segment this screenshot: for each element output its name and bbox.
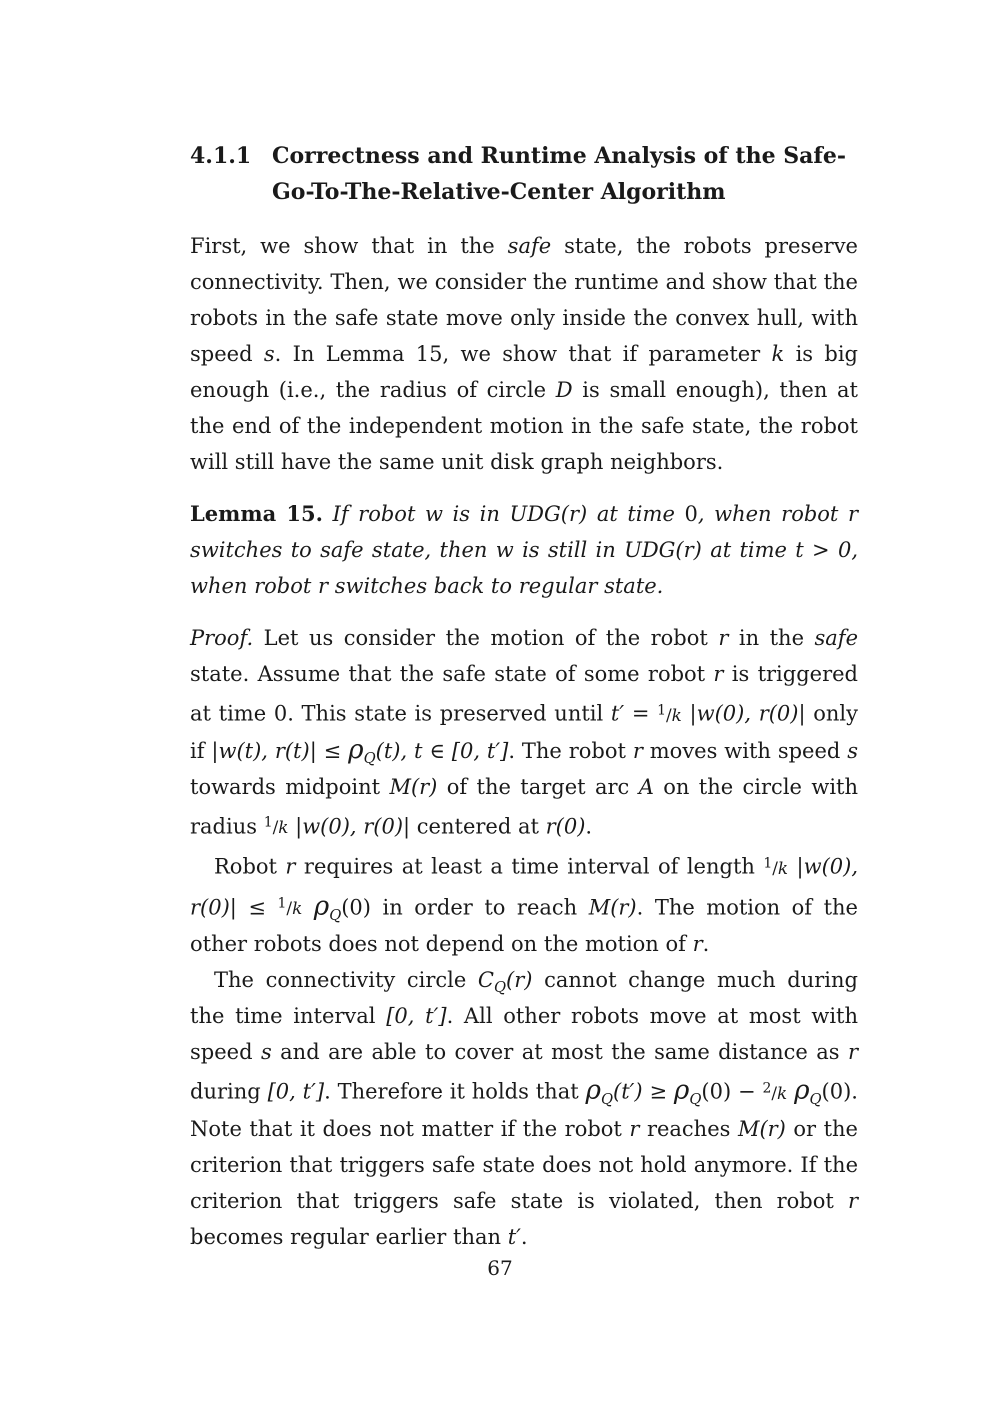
proof-paragraph-2: Robot r requires at least a time interval of length $^1$/k |w(0), r(0)| ≤ $^1$/k $\rho_Q(0)$ in order to reach M(r). The motion of the other robots does not depend on the motion of r. xyxy=(190,854,858,957)
section-number: 4.1.1 xyxy=(190,143,252,169)
intro-paragraph: First, we show that in the safe state, the robots preserve connectivity. Then, we consider the runtime and show that the robots in the safe state move only inside the convex hull, with speed s. In Lemma 15, we show that if parameter k is big enough (i.e., the radius of circle D is small enough), then at the end of the independent motion in the safe state, the robot will still have the same unit disk graph neighbors. xyxy=(190,234,858,474)
page-number: 67 xyxy=(487,1256,513,1280)
lemma-15: Lemma 15. If robot w is in UDG(r) at time 0, when robot r switches to safe state, then w is still in UDG(r) at time t > 0, when robot r switches back to regular state. xyxy=(190,501,858,598)
proof-paragraph-3: The connectivity circle $C_Q(r)$ cannot change much during the time interval [0, t′]. All other robots move at most with speed s and are able to cover at most the same distance as r during [0, t′]. Therefore it holds that $\rho_Q(t') \ge \rho_Q(0) - ^2/k$ $\rho_Q(0)$. Note that it does not matter if the robot r reaches M(r) or the criterion that triggers safe state does not hold anymore. If the criterion that triggers safe state is violated, then robot r becomes regular earlier than t′. xyxy=(190,968,858,1249)
page-content xyxy=(190,138,858,1255)
section-heading xyxy=(190,138,858,210)
proof-label: Proof. xyxy=(190,626,254,650)
lemma-label: Lemma 15. xyxy=(190,501,323,526)
proof-paragraph-1: Proof. Let us consider the motion of the robot r in the safe state. Assume that the safe state of some robot r is triggered at time 0. This state is preserved until t′ = $^1$/k |w(0), r(0)| only if |w(t), $r(t)| \le \rho_Q(t)$, t ∈ [0, t′]. The robot r moves with speed s towards midpoint M(r) of the target arc A on the circle with radius $^1$/k |w(0), r(0)| centered at r(0). xyxy=(190,626,859,839)
section-title: Correctness and Runtime Analysis of the Safe-Go-To-The-Relative-Center Algorithm xyxy=(272,143,846,205)
